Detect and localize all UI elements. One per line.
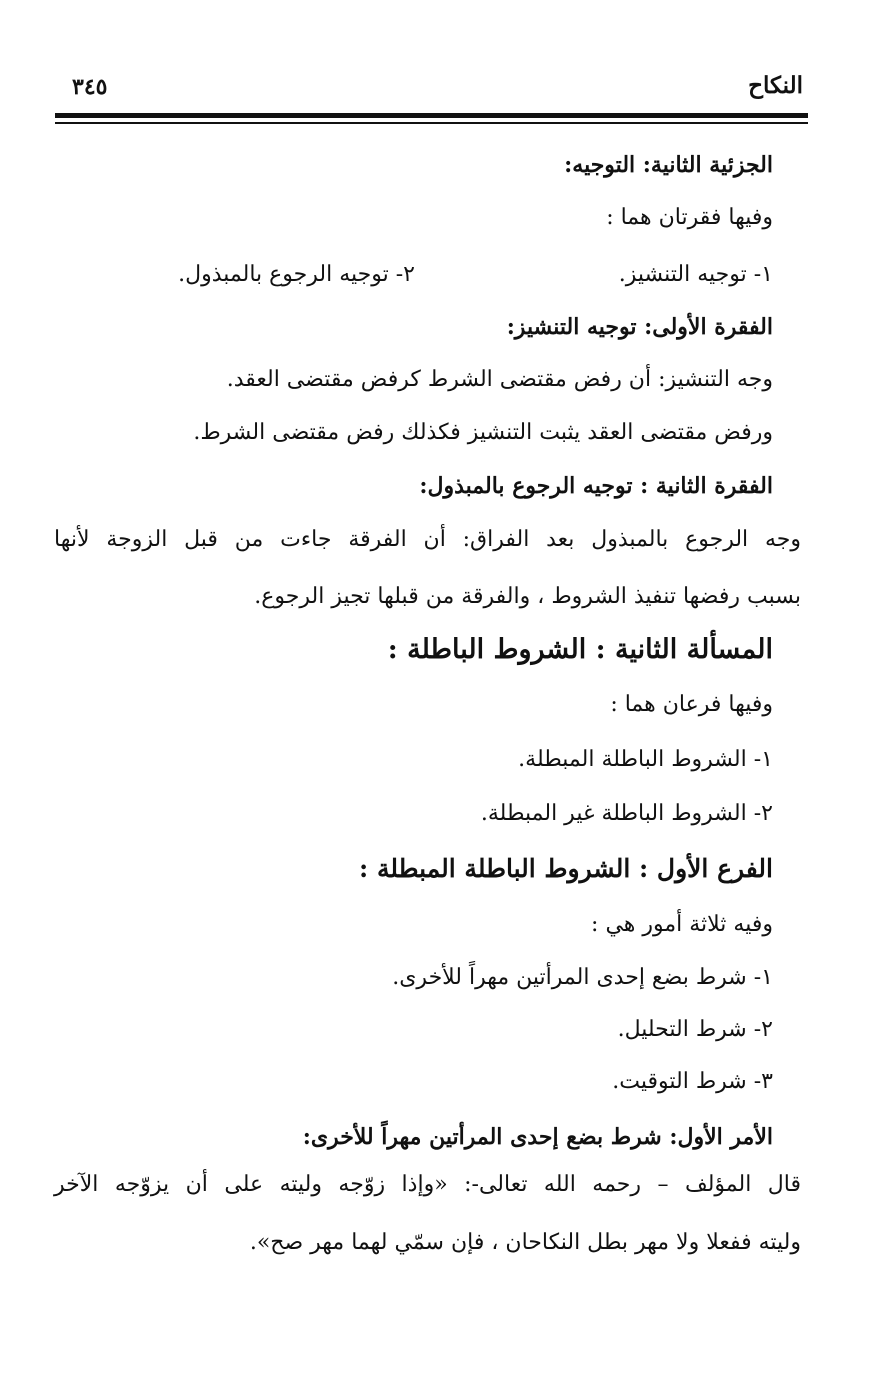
list-item: ٣- شرط التوقيت. <box>612 1069 773 1094</box>
paragraph-line: بسبب رفضها تنفيذ الشروط ، والفرقة من قبلها تجيز الرجوع. <box>254 584 801 609</box>
list-item: ٢- شرط التحليل. <box>617 1017 773 1042</box>
paragraph-line: قال المؤلف – رحمه الله تعالى-: «وإذا زوّجه وليته على أن يزوّجه الآخر <box>54 1172 801 1197</box>
paragraph-line: وفيه ثلاثة أمور هي : <box>591 912 773 937</box>
subsection-heading: الفقرة الثانية : توجيه الرجوع بالمبذول: <box>419 473 773 499</box>
list-item: ١- الشروط الباطلة المبطلة. <box>518 747 773 772</box>
subsection-heading: الفقرة الأولى: توجيه التنشيز: <box>506 314 773 340</box>
subsection-heading: الأمر الأول: شرط بضع إحدى المرأتين مهراً للأخرى: <box>302 1124 773 1150</box>
section-heading: المسألة الثانية : الشروط الباطلة : <box>387 634 773 665</box>
list-item: ١- توجيه التنشيز. <box>618 262 773 287</box>
paragraph-line: وفيها فرعان هما : <box>610 692 773 717</box>
header-rule-thick <box>55 113 808 118</box>
chapter-title: النكاح <box>748 72 803 99</box>
list-item: ٢- الشروط الباطلة غير المبطلة. <box>480 801 773 826</box>
paragraph-line: وجه الرجوع بالمبذول بعد الفراق: أن الفرقة جاءت من قبل الزوجة لأنها <box>54 527 801 552</box>
header-rule-thin <box>55 122 808 124</box>
paragraph-line: ورفض مقتضى العقد يثبت التنشيز فكذلك رفض مقتضى الشرط. <box>193 420 773 445</box>
subsection-heading-tawjih: الجزئية الثانية: التوجيه: <box>564 152 773 178</box>
paragraph-line: وليته ففعلا ولا مهر بطل النكاحان ، فإن سمّي لهما مهر صح». <box>249 1230 801 1255</box>
list-item: ٢- توجيه الرجوع بالمبذول. <box>178 262 415 287</box>
paragraph-line: وجه التنشيز: أن رفض مقتضى الشرط كرفض مقتضى العقد. <box>226 367 773 392</box>
section-heading: الفرع الأول : الشروط الباطلة المبطلة : <box>359 854 773 883</box>
page-number: ٣٤٥ <box>72 74 108 100</box>
paragraph-line: وفيها فقرتان هما : <box>606 205 773 230</box>
list-item: ١- شرط بضع إحدى المرأتين مهراً للأخرى. <box>392 965 773 990</box>
